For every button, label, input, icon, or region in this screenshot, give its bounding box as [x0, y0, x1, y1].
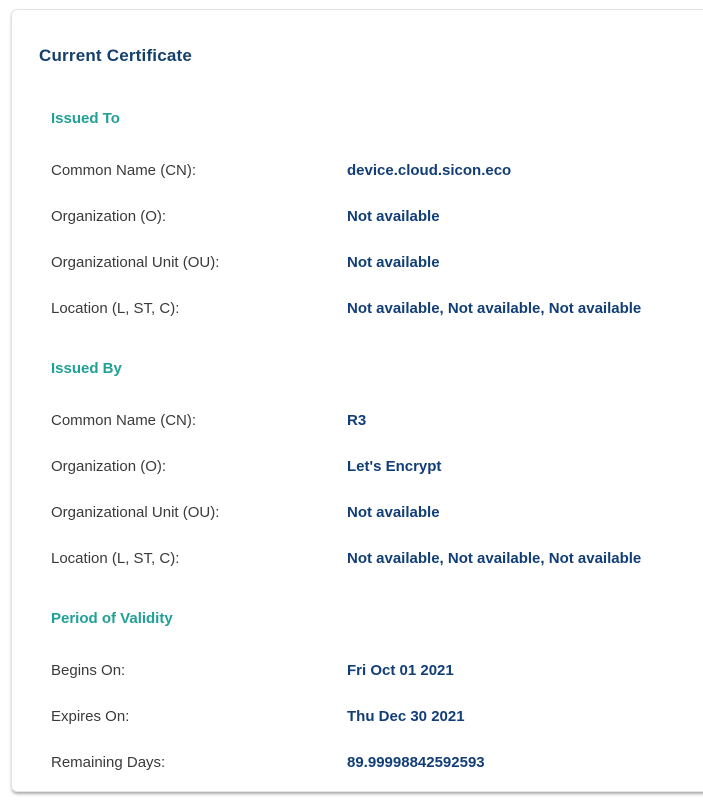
- field-label: Location (L, ST, C):: [51, 550, 180, 567]
- detail-row-organization: [51, 208, 692, 226]
- detail-row-organization: [51, 458, 692, 476]
- detail-row-common-name: [51, 412, 692, 430]
- detail-row-expires-on: [51, 708, 692, 726]
- field-label: Remaining Days:: [51, 754, 166, 771]
- field-value: Not available: [347, 208, 440, 225]
- section-heading-issued-by: Issued By: [51, 360, 122, 377]
- field-label: Begins On:: [51, 662, 126, 679]
- field-label: Common Name (CN):: [51, 162, 197, 179]
- certificate-card: [11, 9, 703, 792]
- detail-row-organizational-unit: [51, 504, 692, 522]
- detail-row-organizational-unit: [51, 254, 692, 272]
- certificate-details: [51, 110, 692, 772]
- section-heading-period-of-validity: Period of Validity: [51, 610, 173, 627]
- field-label: Expires On:: [51, 708, 130, 725]
- field-label: Organization (O):: [51, 208, 167, 225]
- detail-row-remaining-days: [51, 754, 692, 772]
- field-value: Thu Dec 30 2021: [347, 708, 465, 725]
- field-label: Common Name (CN):: [51, 412, 197, 429]
- page-title: Current Certificate: [39, 46, 193, 65]
- field-value: Not available: [347, 504, 440, 521]
- field-value: Not available: [347, 254, 440, 271]
- detail-row-location: [51, 550, 692, 568]
- field-value: Let's Encrypt: [347, 458, 442, 475]
- field-value: 89.99998842592593: [347, 754, 485, 771]
- section-heading-issued-to: Issued To: [51, 110, 120, 127]
- detail-row-location: [51, 300, 692, 318]
- field-value: Not available, Not available, Not available: [347, 550, 642, 567]
- field-label: Organization (O):: [51, 458, 167, 475]
- field-label: Organizational Unit (OU):: [51, 504, 220, 521]
- field-value: Not available, Not available, Not available: [347, 300, 642, 317]
- field-value: R3: [347, 412, 367, 429]
- section-period-of-validity: [51, 610, 692, 772]
- detail-row-common-name: [51, 162, 692, 180]
- section-issued-to: [51, 110, 692, 318]
- detail-row-begins-on: [51, 662, 692, 680]
- field-label: Location (L, ST, C):: [51, 300, 180, 317]
- field-value: device.cloud.sicon.eco: [347, 162, 512, 179]
- section-issued-by: [51, 360, 692, 568]
- field-value: Fri Oct 01 2021: [347, 662, 454, 679]
- field-label: Organizational Unit (OU):: [51, 254, 220, 271]
